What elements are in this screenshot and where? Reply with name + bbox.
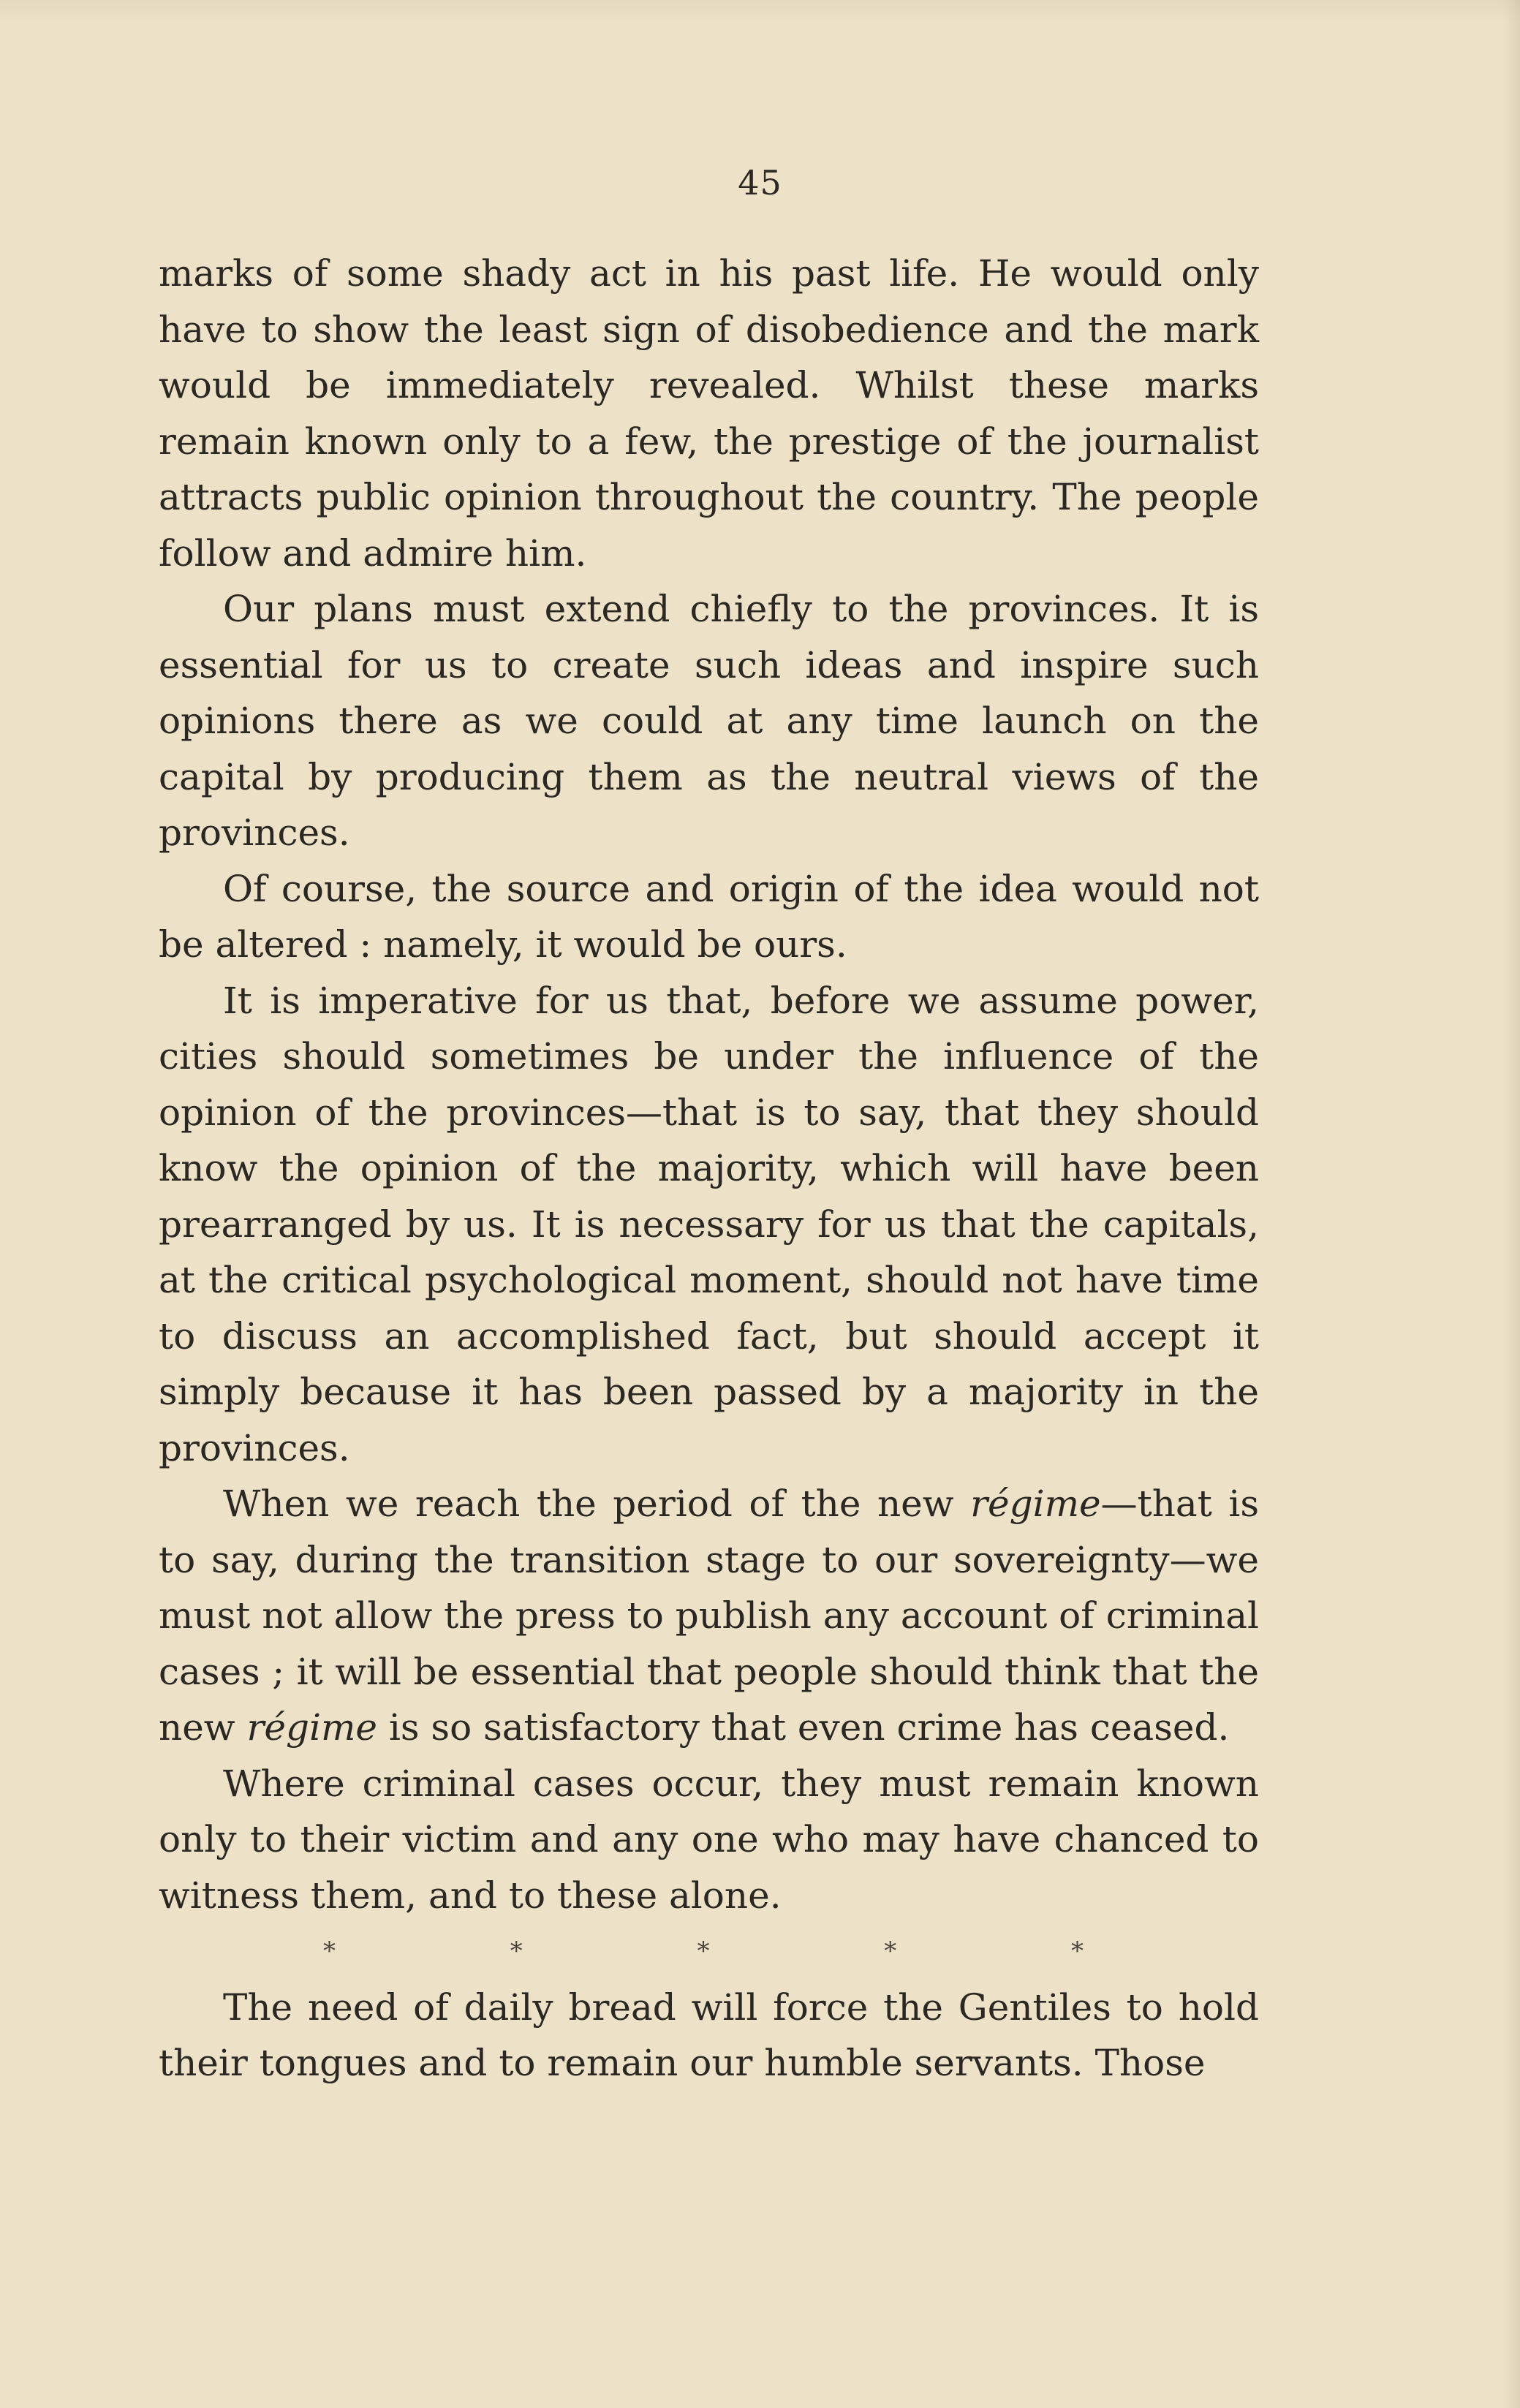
body-text [159,246,1259,2091]
paragraph-1: marks of some shady act in his past life. He would only have to show the least sign of disobedience and the mark would be immediately revealed. Whilst these marks remain known only to a few, the prestige of the journalist attracts public opinion throughout the country. The people follow and admire him. [159,252,1259,575]
paragraph-3: Of course, the source and origin of the idea would not be altered : namely, it would be ours. [159,867,1259,966]
paragraph-2: Our plans must extend chiefly to the provinces. It is essential for us to create such ideas and inspire such opinions there as we could at any time launch on the capital by producing them as the neutral views of the provinces. [159,588,1259,854]
separator-asterisk: * [1071,1936,1084,1966]
page-number: 45 [738,163,782,202]
paragraph-5 [159,1476,1259,1756]
separator-asterisk: * [323,1936,336,1966]
separator-asterisk: * [697,1936,710,1966]
separator-asterisk: * [510,1936,523,1966]
paragraph-6: Where criminal cases occur, they must remain known only to their victim and any one who may have chanced to witness them, and to these alone. [159,1762,1259,1917]
section-separator [323,1923,1084,1980]
paragraph-5-text-c: is so satisfactory that even crime has ceased. [377,1706,1230,1749]
paragraph-4: It is imperative for us that, before we assume power, cities should sometimes be under the influence of the opinion of the provinces—that is to say, that they should know the opinion of the majority, which will have been prearranged by us. It is necessary for us that the capitals, at the critical psychological moment, should not have time to discuss an accomplished fact, but should accept it simply because it has been passed by a majority in the provinces. [159,979,1259,1469]
page-edge-top [0,0,1520,22]
paragraph-5-text-a: When we reach the period of the new [223,1483,971,1525]
paragraph-5-text-b: —that is to say, during the transition stage to our sovereignty—we must not allow the press to publish any account of criminal cases ; it will be essential that people should think that the new [159,1483,1259,1749]
separator-asterisk: * [884,1936,897,1966]
paragraph-5-italic-regime-2: régime [246,1706,377,1749]
page-edge-right [1502,0,1520,2408]
paragraph-7: The need of daily bread will force the Gentiles to hold their tongues and to remain our humble servants. Those [159,1985,1259,2084]
paragraph-5-italic-regime-1: régime [970,1483,1101,1525]
